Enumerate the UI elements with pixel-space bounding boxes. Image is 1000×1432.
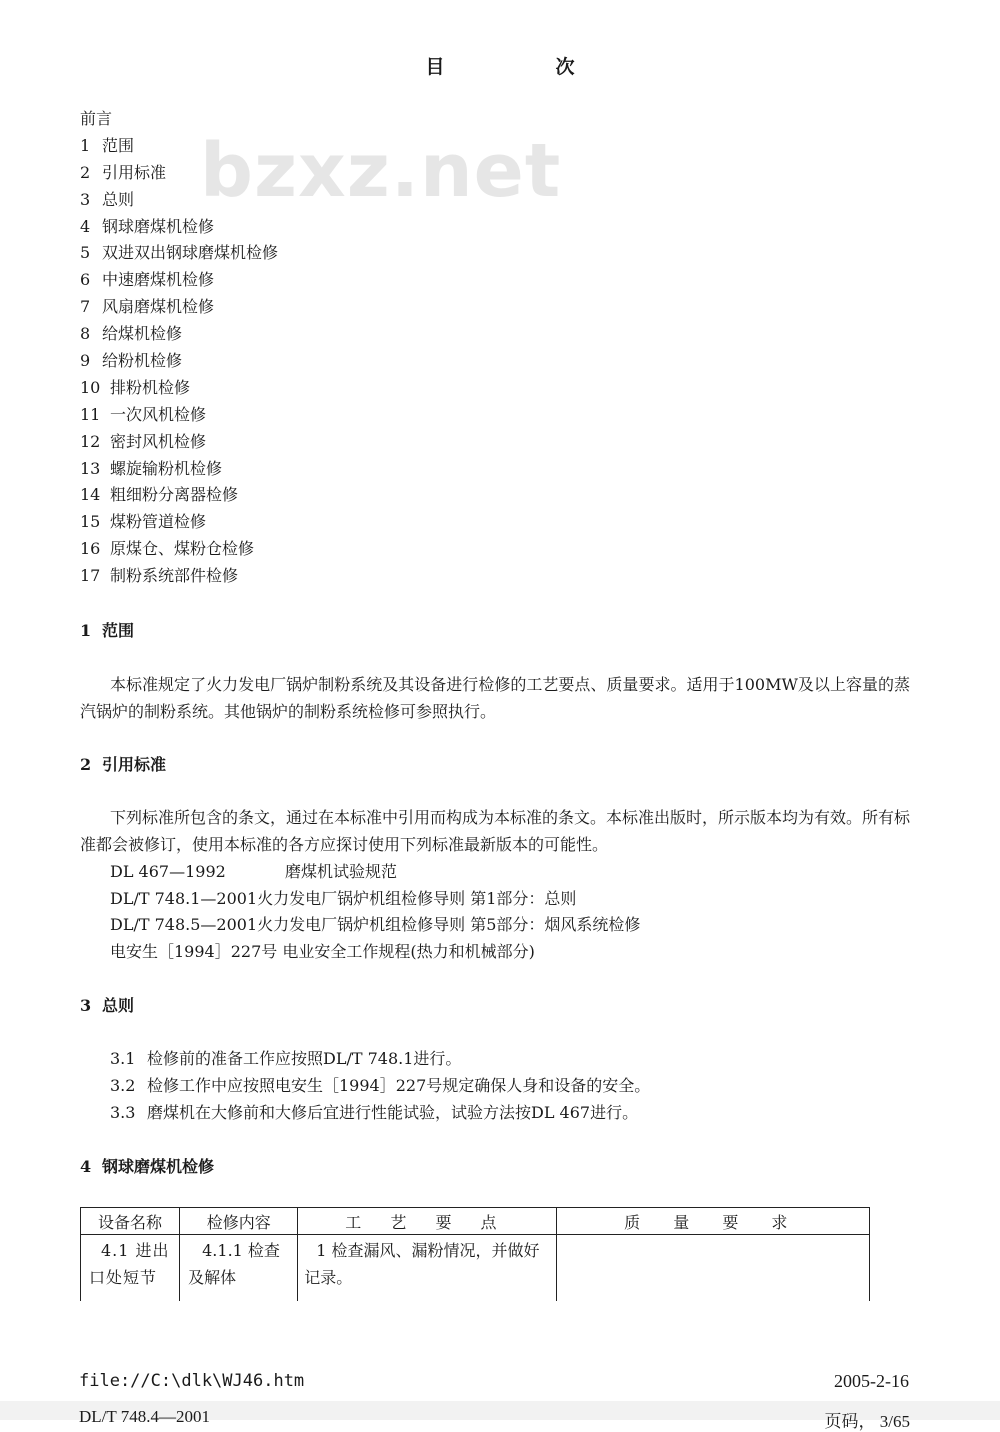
clause-text: 检修前的准备工作应按照DL/T 748.1进行。 [147, 1049, 462, 1068]
page-title: 目 次 [425, 56, 621, 78]
clause-number: 3.2 [110, 1076, 136, 1095]
toc-item[interactable] [80, 563, 278, 590]
clause-item [110, 1046, 461, 1069]
section-number: 4 [80, 1157, 92, 1176]
toc-item[interactable] [80, 429, 278, 456]
toc-item[interactable] [80, 402, 278, 429]
watermark: bzxz.net [200, 128, 562, 214]
clause-text: 磨煤机在大修前和大修后宜进行性能试验，试验方法按DL 467进行。 [147, 1103, 639, 1122]
header-process: 工 艺 要 点 [298, 1208, 556, 1235]
clause-number: 3.3 [110, 1103, 136, 1122]
table-of-contents [80, 106, 278, 590]
clause-item [110, 1073, 650, 1096]
document-code: DL/T 748.4—2001 [79, 1407, 210, 1426]
toc-item[interactable] [80, 160, 278, 187]
section-number: 2 [80, 755, 92, 774]
toc-item-label: 原煤仓、煤粉仓检修 [110, 539, 255, 559]
section-heading-ball-mill [80, 1154, 214, 1177]
reference-item: 电安生［1994］227号 电业安全工作规程(热力和机械部分) [110, 942, 535, 961]
toc-item[interactable] [80, 456, 278, 483]
toc-item-label: 粗细粉分离器检修 [110, 485, 239, 505]
toc-item-label: 螺旋输粉机检修 [110, 458, 223, 478]
toc-item-number: 6 [80, 270, 91, 290]
header-quality: 质 量 要 求 [556, 1208, 869, 1235]
toc-item-label: 给煤机检修 [102, 324, 183, 344]
toc-item-label: 范围 [102, 135, 135, 155]
cell-process: 1 检查漏风、漏粉情况，并做好记录。 [298, 1235, 556, 1302]
reference-item: DL/T 748.1—2001火力发电厂锅炉机组检修导则 第1部分：总则 [110, 889, 577, 908]
section-number: 3 [80, 996, 92, 1015]
section-title: 总则 [102, 996, 135, 1015]
toc-item[interactable] [80, 482, 278, 509]
toc-item-label: 煤粉管道检修 [110, 512, 207, 532]
clause-text: 检修工作中应按照电安生［1994］227号规定确保人身和设备的安全。 [147, 1076, 651, 1095]
toc-item[interactable] [80, 267, 278, 294]
toc-item-label: 一次风机检修 [110, 404, 207, 424]
header-content: 检修内容 [180, 1208, 298, 1235]
section-heading-general [80, 993, 134, 1016]
toc-item-label: 前言 [80, 109, 113, 128]
toc-item-label: 双进双出钢球磨煤机检修 [102, 243, 279, 263]
section-number: 1 [80, 621, 92, 640]
toc-item-number: 16 [80, 539, 101, 559]
header-equipment: 设备名称 [81, 1208, 180, 1235]
section-heading-scope [80, 618, 134, 641]
toc-item-number: 11 [80, 404, 101, 424]
toc-item-label: 排粉机检修 [110, 377, 191, 397]
section-heading-references [80, 752, 166, 775]
clause-item [110, 1100, 638, 1123]
reference-item: DL/T 748.5—2001火力发电厂锅炉机组检修导则 第5部分：烟风系统检修 [110, 915, 641, 934]
section-title: 钢球磨煤机检修 [102, 1157, 215, 1176]
toc-item-foreword[interactable] [80, 106, 278, 133]
toc-item-label: 中速磨煤机检修 [102, 270, 215, 290]
toc-item[interactable] [80, 187, 278, 214]
toc-item[interactable] [80, 321, 278, 348]
toc-item-label: 钢球磨煤机检修 [102, 216, 215, 236]
toc-item-number: 8 [80, 324, 91, 344]
toc-item-label: 风扇磨煤机检修 [102, 297, 215, 317]
toc-item[interactable] [80, 240, 278, 267]
toc-item[interactable] [80, 214, 278, 241]
toc-item-number: 10 [80, 377, 101, 397]
toc-item-label: 总则 [102, 189, 135, 209]
table-row [81, 1235, 870, 1302]
toc-item-number: 1 [80, 135, 91, 155]
cell-quality [556, 1235, 869, 1302]
toc-item-number: 4 [80, 216, 91, 236]
table-header-row [81, 1208, 870, 1235]
reference-code: DL 467—1992 [110, 862, 226, 881]
scope-paragraph: 本标准规定了火力发电厂锅炉制粉系统及其设备进行检修的工艺要点、质量要求。适用于100MW及以上容量的蒸汽锅炉的制粉系统。其他锅炉的制粉系统检修可参照执行。 [80, 675, 910, 721]
toc-item[interactable] [80, 348, 278, 375]
cell-equipment: 4.1 进出口处短节 [81, 1235, 180, 1302]
file-path: file://C:\dlk\WJ46.htm [79, 1371, 305, 1391]
references-paragraph: 下列标准所包含的条文，通过在本标准中引用而构成为本标准的条文。本标准出版时，所示版本均为有效。所有标准都会被修订，使用本标准的各方应探讨使用下列标准最新版本的可能性。 [80, 808, 911, 854]
reference-item [110, 859, 397, 882]
toc-item-number: 2 [80, 162, 91, 182]
toc-item-label: 引用标准 [102, 162, 167, 182]
toc-item[interactable] [80, 294, 278, 321]
section-title: 引用标准 [102, 755, 167, 774]
toc-item-number: 15 [80, 512, 101, 532]
toc-item-number: 13 [80, 458, 101, 478]
toc-item[interactable] [80, 133, 278, 160]
toc-item-number: 3 [80, 189, 91, 209]
toc-item-label: 制粉系统部件检修 [110, 566, 239, 586]
clause-number: 3.1 [110, 1049, 136, 1068]
maintenance-table [80, 1207, 870, 1301]
toc-item-number: 7 [80, 297, 91, 317]
toc-item-label: 给粉机检修 [102, 351, 183, 371]
reference-title: 磨煤机试验规范 [285, 862, 398, 881]
toc-item-number: 5 [80, 243, 91, 263]
toc-item[interactable] [80, 375, 278, 402]
toc-item[interactable] [80, 509, 278, 536]
cell-content: 4.1.1 检查及解体 [180, 1235, 298, 1302]
toc-item-number: 9 [80, 351, 91, 371]
toc-item[interactable] [80, 536, 278, 563]
section-title: 范围 [102, 621, 135, 640]
toc-item-number: 17 [80, 566, 101, 586]
toc-item-label: 密封风机检修 [110, 431, 207, 451]
print-date: 2005-2-16 [834, 1371, 909, 1391]
page-footer-band [0, 1401, 1000, 1431]
toc-item-number: 14 [80, 485, 101, 505]
toc-item-number: 12 [80, 431, 101, 451]
page-number: 页码， 3/65 [824, 1412, 910, 1431]
